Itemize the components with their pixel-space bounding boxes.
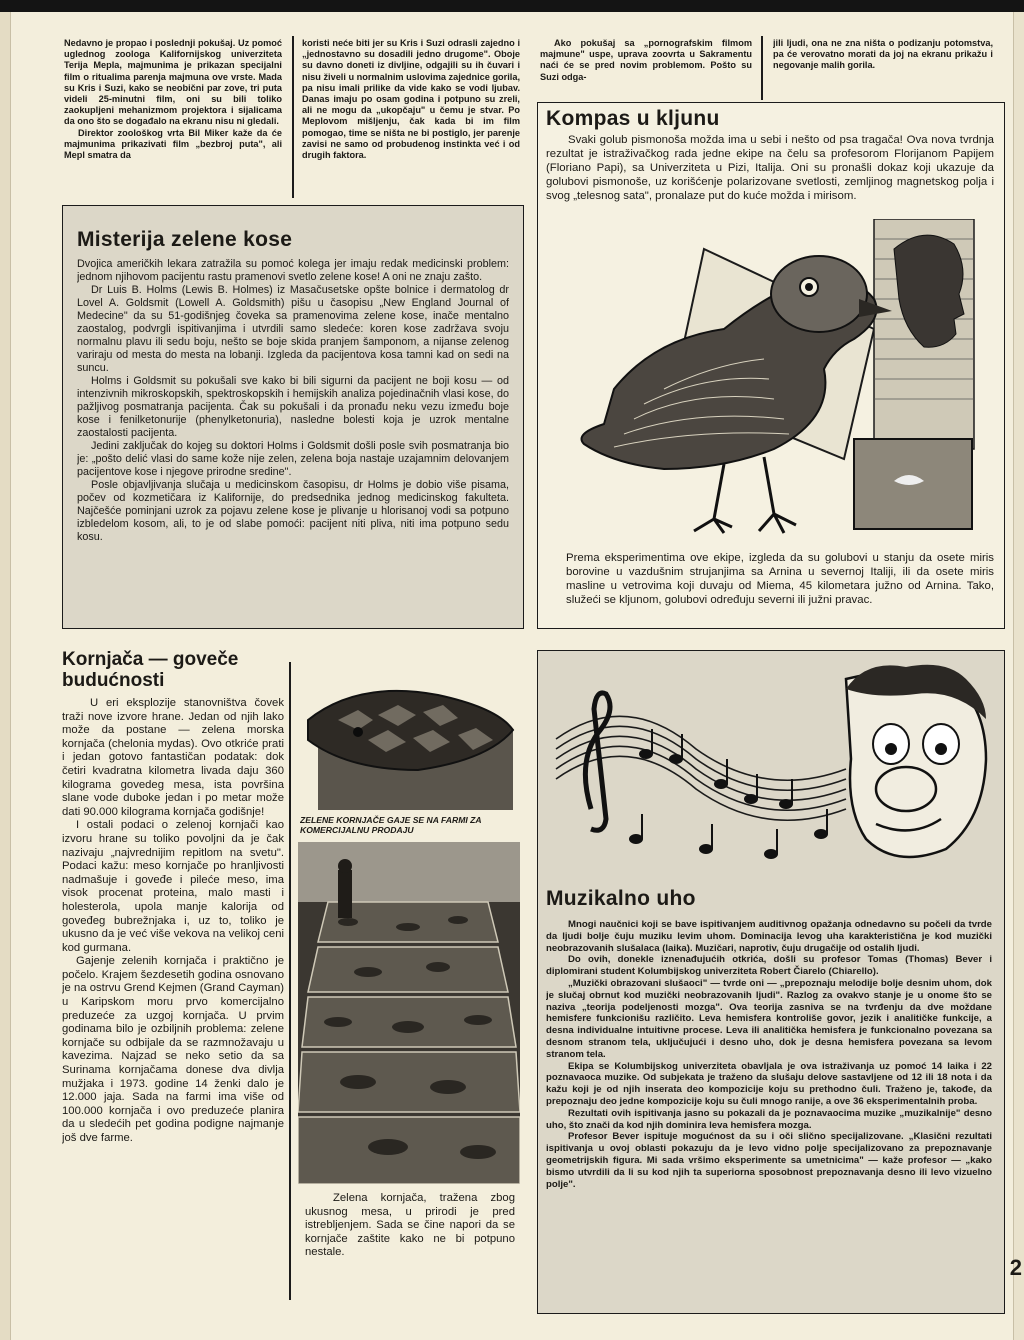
paragraph: Mnogi naučnici koji se bave ispitivanjem auditivnog opažanja odnedavno su počeli da tvrde da ljudi bolje čuju muziku levim uhom. Dominacija levog uha karakteristična je kod muzički neobrazovanih slušalaca (laika). Muzičari, naprotiv, čuju drugačije od ostalih ljudi. — [546, 919, 992, 954]
column-divider — [292, 36, 294, 198]
paragraph: Posle objavljivanja slučaja u medicinskom časopisu, dr Holms je dobio više pisama, počev od kozmetičara iz Kalifornije, do predsednika jednog medicinskog fakulteta. Najčešće pominjani uzrok za pojavu zelene kose je plivanje u hlorisanoj vodi sa potpuno izbledelom kosom, ali, to je od slabe pomoći: pacijent niti pliva, niti ima potpuno sedu kosu. — [77, 479, 509, 543]
paragraph: Do ovih, donekle iznenađujućih otkrića, došli su profesor Tomas (Thomas) Bever i diplomirani student Kolumbijskog univerziteta Robert Čiarelo (Chiarello). — [546, 954, 992, 978]
gorilla-text-2: Direktor zoološkog vrta Bil Miker kaže da će majmunima prikazivati film „bezbroj puta", ali Mepl smatra da — [64, 127, 282, 161]
kornjaca-title-line2: budućnosti — [62, 670, 165, 689]
kornjaca-title — [62, 649, 298, 689]
kompas-panel — [537, 102, 1005, 629]
right-page-edge — [1013, 12, 1024, 1340]
muzikalno-body — [546, 919, 992, 1307]
left-page-edge — [0, 12, 11, 1340]
column-divider — [761, 36, 763, 100]
gorilla-article-col2 — [302, 38, 520, 196]
gorilla-text-1: Nedavno je propao i poslednji pokušaj. Uz pomoć uglednog zoologa Kalifornijskog univerziteta Terija Mepla, majmunima je prikazan specijalni film o ritualima parenja majmuna ove vrste. Mada su Kris i Suzi, kako se neobični par zove, tri puta videli 25-minutni film, oni su bili toliko zaokupljeni mehanizmom projektora i sijalicama da ono što se događalo na ekranu nisu ni gledali. — [64, 38, 282, 127]
muzikalno-panel — [537, 650, 1005, 1314]
gorilla-article-col3 — [540, 38, 752, 98]
paragraph: Holms i Goldsmit su pokušali sve kako bi bili sigurni da pacijent ne boji kosu — od intenzivnih mikroskopskih, spektroskopskih i hemijskih analiza pojedinačnih vlasi kose, do pažljivog posmatranja pacijenta. Čak su pokušali i da pronađu neku vezu između boje kose i fenilketonurije (phenylketonuria), nasledne bolesti koja je uzrok mentalne zaostalosti pacijenta. — [77, 375, 509, 439]
column-divider — [289, 662, 291, 1300]
page-number: 2 — [1009, 1255, 1022, 1280]
paragraph: U eri eksplozije stanovništva čovek traži nove izvore hrane. Jedan od njih lako može da postane — zelena morska kornjača (chelonia mydas). Ovo otkriće prati i jedan gotovo fantastičan podatak: dok četiri kvadratna kilometra livada daju 360 kilograma govedeg mesa, ista površina slane vode duboke jedan i po metar može dati 90.000 kilograma kornjača godišnje! — [62, 697, 284, 818]
turtle-caption: ZELENE KORNJAČE GAJE SE NA FARMI ZA KOMERCIJALNU PRODAJU — [300, 815, 482, 835]
music-face-illustration-icon — [546, 659, 996, 879]
paragraph: Prema eksperimentima ove ekipe, izgleda da su golubovi u stanju da osete miris borovine u vazdušnim strujanjima sa Arnina u severnoj Italiji, ili da osete miris masline u vetrovima koji duvaju od Miema, 45 kilometara južno od Arnina. Tako, služeći se kljunom, golubovi određuju severni ili južni pravac. — [566, 552, 994, 606]
misterija-panel — [62, 205, 524, 629]
gorilla-article-col4 — [773, 38, 993, 98]
paragraph: Ekipa se Kolumbijskog univerziteta obavljala je ova istraživanja uz pomoć 14 laika i 22 poznavaoca muzike. Od subjekata je traženo da slušaju delove sastavljene od 12 ili 18 nota i da kažu koji je od njih inserata deo kompozicije koju su prethodno čuli. Traženo je, takođe, da prepoznaju deo jedne kompozicije koju su čuli mnogo ranije, a ove 36 eksperimentalnih proba. — [546, 1060, 992, 1107]
kompas-title: Kompas u kljunu — [546, 107, 720, 130]
paragraph: Profesor Bever ispituje mogućnost da su i oči slično specijalizovane. „Klasični rezultati ispitivanja u ovoj oblasti pokazuju da je levo vidno polje specijalizovano za prepoznavanje geometrijskih figura. Mi sada vršimo eksperimente sa umetnicima" — kaže profesor — „kako bismo utvrdili da li su kod njih ta superiorna sposobnost prepoznavanja desno ili levo vizuelno polje". — [546, 1131, 992, 1190]
paragraph: „Muzički obrazovani slušaoci" — tvrde oni — „prepoznaju melodije bolje desnim uhom, dok je slučaj obrnut kod muzički neobrazovanih ljudi". Razlog za ovakvo stanje je u onome što se naziva „teorija podeljenosti mozga". Ova teorija zasniva se na tvrđenju da dve moždane hemisfere funkcionišu različito. Leva hemisfera kontroliše govor, jezik i analitičke funkcije, a desna individualne intuitivne procese. Leva ili analitička hemisfera je funkcionalno povezana sa desnom stranom tela, uključujući i desno uho, dok je desna hemisfera povezana sa levom stranom tela. — [546, 977, 992, 1060]
kornjaca-body — [62, 697, 284, 1303]
gorilla-text-5: jili ljudi, ona ne zna ništa o podizanju potomstva, pa će verovatno morati da joj na ekranu prikažu i negovanje malih gorila. — [773, 38, 993, 71]
turtle-farm-photo-icon — [298, 842, 520, 1184]
paragraph: Svaki golub pismonoša možda ima u sebi i nešto od psa tragača! Ova nova tvrdnja rezultat je istraživačkog rada jedne ekipe na čelu sa profesorom Florijanom Papijem (Floriano Papi), sa Univerziteta u Pizi, Italija. Oni su pronašli dokaz koji ukazuje da golubovi pismonoše, uz korišćenje polarizovane svetlosti, zemljinog magnetskog polja i svog „telesnog sata", pronalaze put do kuće možda i mirisom. — [546, 134, 994, 202]
gorilla-article-col1 — [64, 38, 282, 196]
paragraph: Rezultati ovih ispitivanja jasno su pokazali da je poznavaocima muzike „muzikalnije" desno uho, što znači da kod njih dominira leva hemisfera mozga. — [546, 1107, 992, 1131]
turtle-photo-icon — [298, 660, 520, 810]
muzikalno-title: Muzikalno uho — [546, 887, 696, 910]
paragraph: Dvojica američkih lekara zatražila su pomoć kolega jer imaju redak medicinski problem: jednom njihovom pacijentu rastu pramenovi svetlo zelene kose! A oni ne znaju zašto. — [77, 258, 509, 283]
paragraph: I ostali podaci o zelenoj kornjači kao izvoru hrane su toliko povoljni da je čak nazivaju „najvrednijim repitlom na svetu". Podaci kažu: meso kornjače po hranljivosti nadmašuje i goveđe i pileće meso, ima visok procenat proteina, malo masti i holesterola, upola manje kalorija od goveđeg bubrežnjaka i, uz to, toliko je ukusno da je već više vekova na velikoj ceni kod gurmana. — [62, 819, 284, 954]
kornjaca-side-text — [305, 1192, 515, 1302]
misterija-body — [77, 258, 509, 624]
kompas-outro — [566, 551, 994, 623]
kompas-intro — [546, 133, 994, 217]
paragraph: Zelena kornjača, tražena zbog ukusnog mesa, u prirodi je pred istrebljenjem. Sada se čine napori da se kornjače zaštite kako ne bi potpuno nestale. — [305, 1192, 515, 1259]
pigeon-illustration-icon — [574, 219, 984, 537]
misterija-title: Misterija zelene kose — [77, 228, 293, 251]
paragraph: Dr Luis B. Holms (Lewis B. Holmes) iz Masačusetske opšte bolnice i dermatolog dr Lovel A. Goldsmit (Lowell A. Goldsmith) pišu u časopisu „New England Journal of Medecine" da su 51-godišnjeg čoveka sa pramenovima zelene kose, inače mentalno zaostalog, podvrgli ispitivanjima i utvrdili samo sledeće: koren kose zadržava svoju normalnu plavu ili sedu boju, nešto se boje skida pranjem šamponom, a nijanse zelenog variraju od mesta do mesta na lobanji. Izgleda da pacijentova kosa tamni kad on sedi na suncu. — [77, 284, 509, 374]
kornjaca-title-line1: Kornjača — goveče — [62, 649, 239, 670]
top-border — [0, 0, 1024, 12]
paragraph: Gajenje zelenih kornjača i praktično je počelo. Krajem šezdesetih godina osnovano je na ostrvu Grend Kejmen (Grand Cayman) u Karipskom moru prvo komercijalno preduzeće za uzgoj kornjača. U prvim godinama bilo je ozbiljnih problema: zelene kornjače su odbijale da se razmnožavaju u kavezima. Najzad se neko setio da sa Surinama kornjačama donese dva divlja mužjaka i 1973. godine 14 ženki dalo je 12.000 jaja. Sada na farmi ima više od 100.000 kornjača i ovo preduzeće planira da u sledećih pet godina podigne najmanje još dve farme. — [62, 955, 284, 1144]
paragraph: Jedini zaključak do kojeg su doktori Holms i Goldsmit došli posle svih posmatranja bio je: „pošto delić vlasi do same kože nije zelen, zelena boja nastaje uzajamnim delovanjem pacijentove kose i njegove prirodne sredine". — [77, 440, 509, 478]
gorilla-text-3: koristi neće biti jer su Kris i Suzi odrasli zajedno i „jednostavno su dosadili jedno drugome". Oboje su davno doneti iz divljine, odgajili su ih čuvari i nisu živeli u normalnim uslovima zajednice gorila, pa nisu imali prilike da vide kako se vodi ljubav. Danas imaju po osam godina i potpuno su zreli, ali ne mogu da „ukopčaju" u čemu je stvar. Po Meplovom mišljenju, čak kada bi im film pomogao, time se ništa ne bi postiglo, jer parenje zavisi ne samo od probudenog instinkta već i od drugih faktora. — [302, 38, 520, 161]
gorilla-text-4: Ako pokušaj sa „pornografskim filmom majmune" uspe, uprava zoovrta u Sakramentu naći će se pred novim problemom. Pošto su Suzi odga- — [540, 38, 752, 82]
